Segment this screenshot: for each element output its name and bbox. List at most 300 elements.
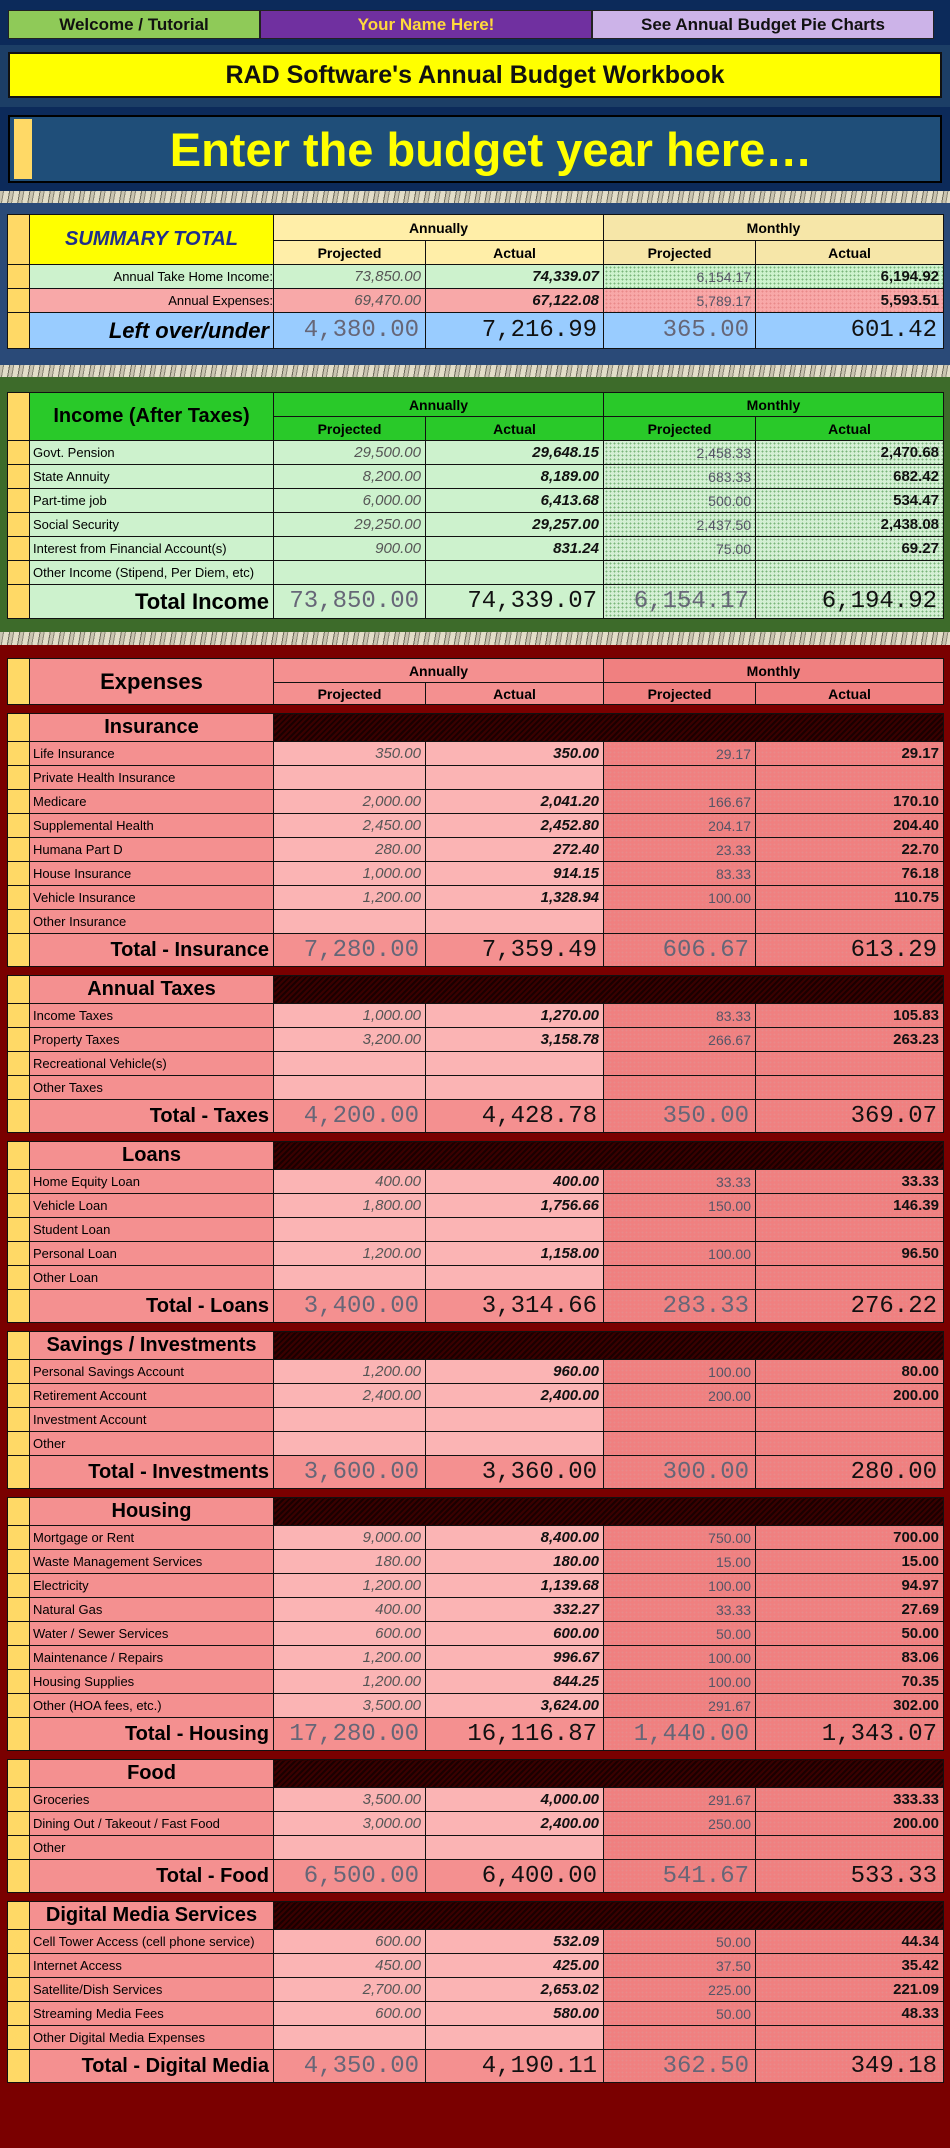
row-label: Home Equity Loan: [30, 1170, 274, 1194]
income-table: [7, 392, 944, 619]
your-name-field[interactable]: Your Name Here!: [260, 10, 592, 39]
workbook-banner: [0, 45, 950, 107]
category-total-row: [8, 1456, 944, 1489]
annual-projected-cell[interactable]: [274, 1218, 426, 1242]
total-annual-projected: 4,380.00: [274, 313, 426, 349]
row-tab: [8, 976, 30, 1004]
monthly-projected-cell: 50.00: [604, 1930, 756, 1954]
row-tab: [8, 513, 30, 537]
annual-actual-cell[interactable]: 1,139.68: [426, 1574, 604, 1598]
annual-actual-cell[interactable]: 2,400.00: [426, 1812, 604, 1836]
monthly-projected-cell: [604, 910, 756, 934]
annual-actual-cell[interactable]: 332.27: [426, 1598, 604, 1622]
annual-projected-cell[interactable]: 1,000.00: [274, 1004, 426, 1028]
total-label: Total - Loans: [30, 1290, 274, 1323]
total-annual-actual: 6,400.00: [426, 1860, 604, 1893]
row-tab: [8, 1498, 30, 1526]
row-tab: [8, 1550, 30, 1574]
annual-actual-cell[interactable]: [426, 1408, 604, 1432]
annual-actual-cell[interactable]: 2,653.02: [426, 1978, 604, 2002]
monthly-actual-cell: 302.00: [756, 1694, 944, 1718]
annual-actual-cell[interactable]: 8,189.00: [426, 465, 604, 489]
category-header-fill: [274, 1498, 944, 1526]
monthly-projected-cell: 75.00: [604, 537, 756, 561]
row-tab: [8, 1860, 30, 1893]
annual-projected-cell[interactable]: 1,200.00: [274, 1360, 426, 1384]
annual-projected-cell[interactable]: 3,000.00: [274, 1812, 426, 1836]
budget-year-prompt: Enter the budget year here…: [169, 122, 813, 176]
monthly-actual-cell: 83.06: [756, 1646, 944, 1670]
annual-actual-cell[interactable]: 1,158.00: [426, 1242, 604, 1266]
annual-projected-cell[interactable]: 600.00: [274, 1930, 426, 1954]
annual-projected-cell[interactable]: 8,200.00: [274, 465, 426, 489]
row-tab: [8, 1100, 30, 1133]
annual-projected-cell[interactable]: 69,470.00: [274, 289, 426, 313]
row-tab: [8, 1052, 30, 1076]
table-row: [8, 289, 944, 313]
row-tab: [8, 1788, 30, 1812]
total-annual-actual: 16,116.87: [426, 1718, 604, 1751]
row-label: Other: [30, 1836, 274, 1860]
total-annual-actual: 3,360.00: [426, 1456, 604, 1489]
annual-projected-cell[interactable]: 400.00: [274, 1598, 426, 1622]
annual-actual-cell[interactable]: 1,328.94: [426, 886, 604, 910]
table-row: [8, 441, 944, 465]
monthly-actual-cell: [756, 1432, 944, 1456]
total-label: Left over/under: [30, 313, 274, 349]
annual-projected-cell[interactable]: [274, 1052, 426, 1076]
annual-actual-cell[interactable]: 996.67: [426, 1646, 604, 1670]
annual-actual-cell[interactable]: [426, 1052, 604, 1076]
total-annual-actual: 4,428.78: [426, 1100, 604, 1133]
annual-projected-cell[interactable]: [274, 910, 426, 934]
monthly-projected-cell: 100.00: [604, 1360, 756, 1384]
annual-actual-cell[interactable]: 532.09: [426, 1930, 604, 1954]
annual-actual-cell[interactable]: 1,756.66: [426, 1194, 604, 1218]
row-tab: [8, 1242, 30, 1266]
table-row: [8, 1836, 944, 1860]
category-total-row: [8, 934, 944, 967]
category-total-row: [8, 1100, 944, 1133]
row-tab: [8, 1218, 30, 1242]
summary-total-row: [8, 313, 944, 349]
annual-actual-cell[interactable]: [426, 1218, 604, 1242]
annual-projected-cell[interactable]: 2,450.00: [274, 814, 426, 838]
row-tab: [8, 561, 30, 585]
category-header-fill: [274, 1332, 944, 1360]
annual-actual-cell[interactable]: [426, 1432, 604, 1456]
monthly-actual-cell: 110.75: [756, 886, 944, 910]
summary-table: [7, 214, 944, 349]
row-label: Other Digital Media Expenses: [30, 2026, 274, 2050]
row-label: Other Loan: [30, 1266, 274, 1290]
annual-actual-cell[interactable]: 580.00: [426, 2002, 604, 2026]
row-tab: [8, 489, 30, 513]
total-monthly-projected: 1,440.00: [604, 1718, 756, 1751]
row-tab: [8, 790, 30, 814]
annual-actual-cell[interactable]: [426, 1266, 604, 1290]
annual-projected-cell[interactable]: 1,200.00: [274, 1670, 426, 1694]
table-row: [8, 1408, 944, 1432]
category-header-fill: [274, 1902, 944, 1930]
annual-projected-cell[interactable]: 280.00: [274, 838, 426, 862]
monthly-actual-cell: 50.00: [756, 1622, 944, 1646]
money-divider: [0, 365, 950, 377]
category-table: [7, 1497, 944, 1751]
row-label: Humana Part D: [30, 838, 274, 862]
row-label: Supplemental Health: [30, 814, 274, 838]
total-monthly-actual: 533.33: [756, 1860, 944, 1893]
row-label: Student Loan: [30, 1218, 274, 1242]
annual-actual-cell[interactable]: 2,041.20: [426, 790, 604, 814]
annual-actual-cell[interactable]: [426, 1076, 604, 1100]
row-label: Personal Loan: [30, 1242, 274, 1266]
annual-projected-cell[interactable]: 1,800.00: [274, 1194, 426, 1218]
monthly-actual-cell: 204.40: [756, 814, 944, 838]
projected-header: Projected: [274, 417, 426, 441]
income-title: Income (After Taxes): [30, 393, 274, 441]
monthly-actual-cell: [756, 1218, 944, 1242]
total-monthly-actual: 601.42: [756, 313, 944, 349]
annual-projected-cell[interactable]: 400.00: [274, 1170, 426, 1194]
table-row: [8, 1384, 944, 1408]
category-title: Insurance: [30, 714, 274, 742]
annual-projected-cell[interactable]: 450.00: [274, 1954, 426, 1978]
row-label: Retirement Account: [30, 1384, 274, 1408]
row-tab: [8, 1670, 30, 1694]
annual-actual-cell[interactable]: 2,400.00: [426, 1384, 604, 1408]
monthly-actual-cell: 2,438.08: [756, 513, 944, 537]
annual-projected-cell[interactable]: 3,500.00: [274, 1788, 426, 1812]
money-divider: [0, 632, 950, 645]
annual-actual-cell[interactable]: 600.00: [426, 1622, 604, 1646]
table-row: [8, 1076, 944, 1100]
row-label: Annual Expenses:: [30, 289, 274, 313]
budget-year-input[interactable]: [8, 115, 942, 183]
annual-projected-cell[interactable]: 1,200.00: [274, 1574, 426, 1598]
annual-projected-cell[interactable]: 1,200.00: [274, 1242, 426, 1266]
annual-projected-cell[interactable]: 29,500.00: [274, 441, 426, 465]
total-monthly-actual: 276.22: [756, 1290, 944, 1323]
row-tab: [8, 1142, 30, 1170]
monthly-actual-cell: [756, 910, 944, 934]
total-annual-actual: 3,314.66: [426, 1290, 604, 1323]
total-label: Total - Digital Media: [30, 2050, 274, 2083]
monthly-actual-cell: 200.00: [756, 1384, 944, 1408]
top-navigation: [0, 0, 950, 45]
monthly-actual-cell: 170.10: [756, 790, 944, 814]
monthly-projected-cell: 204.17: [604, 814, 756, 838]
annual-actual-cell[interactable]: 2,452.80: [426, 814, 604, 838]
monthly-projected-cell: 683.33: [604, 465, 756, 489]
category-table: [7, 713, 944, 967]
row-tab: [8, 313, 30, 349]
table-row: [8, 1170, 944, 1194]
row-tab: [8, 1432, 30, 1456]
total-annual-actual: 4,190.11: [426, 2050, 604, 2083]
annual-projected-cell[interactable]: 2,400.00: [274, 1384, 426, 1408]
total-annual-actual: 74,339.07: [426, 585, 604, 619]
money-divider: [0, 191, 950, 203]
monthly-actual-cell: 96.50: [756, 1242, 944, 1266]
annual-actual-cell[interactable]: 3,624.00: [426, 1694, 604, 1718]
monthly-projected-cell: 50.00: [604, 2002, 756, 2026]
monthly-actual-cell: 682.42: [756, 465, 944, 489]
monthly-actual-cell: 35.42: [756, 1954, 944, 1978]
table-row: [8, 1360, 944, 1384]
annual-actual-cell[interactable]: 4,000.00: [426, 1788, 604, 1812]
category-header-fill: [274, 714, 944, 742]
monthly-actual-cell: 15.00: [756, 1550, 944, 1574]
monthly-projected-cell: 100.00: [604, 886, 756, 910]
total-monthly-projected: 300.00: [604, 1456, 756, 1489]
monthly-projected-cell: [604, 1266, 756, 1290]
annual-actual-cell[interactable]: 1,270.00: [426, 1004, 604, 1028]
total-monthly-projected: 283.33: [604, 1290, 756, 1323]
expenses-header-table: [7, 658, 944, 705]
annually-header: Annually: [274, 215, 604, 241]
row-tab: [8, 1574, 30, 1598]
row-label: Electricity: [30, 1574, 274, 1598]
row-tab: [8, 289, 30, 313]
total-label: Total - Insurance: [30, 934, 274, 967]
category-total-row: [8, 2050, 944, 2083]
annual-projected-cell[interactable]: [274, 1408, 426, 1432]
annual-actual-cell[interactable]: [426, 910, 604, 934]
total-monthly-actual: 349.18: [756, 2050, 944, 2083]
total-annual-projected: 73,850.00: [274, 585, 426, 619]
row-tab: [8, 393, 30, 441]
row-tab: [14, 119, 32, 179]
table-row: [8, 2026, 944, 2050]
category-title: Food: [30, 1760, 274, 1788]
total-monthly-actual: 369.07: [756, 1100, 944, 1133]
monthly-actual-cell: 33.33: [756, 1170, 944, 1194]
row-label: Personal Savings Account: [30, 1360, 274, 1384]
annual-projected-cell[interactable]: 73,850.00: [274, 265, 426, 289]
total-label: Total - Investments: [30, 1456, 274, 1489]
category-total-row: [8, 1290, 944, 1323]
monthly-actual-cell: 48.33: [756, 2002, 944, 2026]
annual-projected-cell[interactable]: 350.00: [274, 742, 426, 766]
row-tab: [8, 1718, 30, 1751]
monthly-actual-cell: 69.27: [756, 537, 944, 561]
annual-actual-cell[interactable]: 831.24: [426, 537, 604, 561]
annual-projected-cell[interactable]: 180.00: [274, 1550, 426, 1574]
annual-projected-cell[interactable]: 600.00: [274, 2002, 426, 2026]
monthly-actual-cell: [756, 1052, 944, 1076]
annual-projected-cell[interactable]: [274, 561, 426, 585]
total-label: Total - Housing: [30, 1718, 274, 1751]
table-row: [8, 489, 944, 513]
annual-actual-cell[interactable]: [426, 766, 604, 790]
row-label: Waste Management Services: [30, 1550, 274, 1574]
row-tab: [8, 766, 30, 790]
table-row: [8, 1812, 944, 1836]
row-tab: [8, 1646, 30, 1670]
table-row: [8, 1646, 944, 1670]
row-label: House Insurance: [30, 862, 274, 886]
annual-projected-cell[interactable]: 600.00: [274, 1622, 426, 1646]
projected-header: Projected: [604, 417, 756, 441]
monthly-projected-cell: 166.67: [604, 790, 756, 814]
row-tab: [8, 1836, 30, 1860]
table-row: [8, 465, 944, 489]
annual-projected-cell[interactable]: 3,200.00: [274, 1028, 426, 1052]
actual-header: Actual: [756, 417, 944, 441]
monthly-actual-cell: 76.18: [756, 862, 944, 886]
annual-projected-cell[interactable]: 1,000.00: [274, 862, 426, 886]
row-tab: [8, 1332, 30, 1360]
monthly-projected-cell: [604, 766, 756, 790]
annual-actual-cell[interactable]: 6,413.68: [426, 489, 604, 513]
monthly-projected-cell: 100.00: [604, 1574, 756, 1598]
monthly-projected-cell: 100.00: [604, 1670, 756, 1694]
row-tab: [8, 1028, 30, 1052]
monthly-projected-cell: 2,437.50: [604, 513, 756, 537]
row-label: Vehicle Insurance: [30, 886, 274, 910]
monthly-actual-cell: 27.69: [756, 1598, 944, 1622]
total-monthly-projected: 606.67: [604, 934, 756, 967]
annual-projected-cell[interactable]: 2,700.00: [274, 1978, 426, 2002]
annual-actual-cell[interactable]: 29,257.00: [426, 513, 604, 537]
row-label: Other Taxes: [30, 1076, 274, 1100]
annual-projected-cell[interactable]: 3,500.00: [274, 1694, 426, 1718]
row-label: Dining Out / Takeout / Fast Food: [30, 1812, 274, 1836]
row-tab: [8, 1622, 30, 1646]
monthly-projected-cell: [604, 1836, 756, 1860]
annual-projected-cell[interactable]: [274, 1432, 426, 1456]
actual-header: Actual: [756, 241, 944, 265]
annual-actual-cell[interactable]: 960.00: [426, 1360, 604, 1384]
row-tab: [8, 886, 30, 910]
table-row: [8, 1622, 944, 1646]
total-label: Total - Taxes: [30, 1100, 274, 1133]
table-row: [8, 1930, 944, 1954]
monthly-projected-cell: 37.50: [604, 1954, 756, 1978]
row-label: Satellite/Dish Services: [30, 1978, 274, 2002]
table-row: [8, 1788, 944, 1812]
annual-actual-cell[interactable]: [426, 561, 604, 585]
annual-actual-cell[interactable]: [426, 2026, 604, 2050]
projected-header: Projected: [274, 241, 426, 265]
total-income-row: [8, 585, 944, 619]
annual-actual-cell[interactable]: 400.00: [426, 1170, 604, 1194]
row-tab: [8, 585, 30, 619]
row-label: Investment Account: [30, 1408, 274, 1432]
monthly-actual-cell: 200.00: [756, 1812, 944, 1836]
annual-actual-cell[interactable]: 8,400.00: [426, 1526, 604, 1550]
monthly-actual-cell: [756, 1408, 944, 1432]
annual-actual-cell[interactable]: 3,158.78: [426, 1028, 604, 1052]
table-row: [8, 537, 944, 561]
row-label: Housing Supplies: [30, 1670, 274, 1694]
row-label: Other Income (Stipend, Per Diem, etc): [30, 561, 274, 585]
monthly-actual-cell: 70.35: [756, 1670, 944, 1694]
expenses-title: Expenses: [30, 659, 274, 705]
row-label: Property Taxes: [30, 1028, 274, 1052]
row-tab: [8, 1930, 30, 1954]
row-tab: [8, 465, 30, 489]
monthly-projected-cell: [604, 1218, 756, 1242]
annual-projected-cell[interactable]: 1,200.00: [274, 1646, 426, 1670]
annual-actual-cell[interactable]: 67,122.08: [426, 289, 604, 313]
annual-projected-cell[interactable]: [274, 766, 426, 790]
monthly-actual-cell: 80.00: [756, 1360, 944, 1384]
annual-projected-cell[interactable]: 2,000.00: [274, 790, 426, 814]
category-table: [7, 1901, 944, 2083]
monthly-actual-cell: 333.33: [756, 1788, 944, 1812]
monthly-projected-cell: 291.67: [604, 1694, 756, 1718]
annual-actual-cell[interactable]: 272.40: [426, 838, 604, 862]
annual-projected-cell[interactable]: [274, 2026, 426, 2050]
row-label: Vehicle Loan: [30, 1194, 274, 1218]
annual-projected-cell[interactable]: [274, 1836, 426, 1860]
total-monthly-actual: 1,343.07: [756, 1718, 944, 1751]
annual-projected-cell[interactable]: 29,250.00: [274, 513, 426, 537]
annual-projected-cell[interactable]: 9,000.00: [274, 1526, 426, 1550]
total-label: Total Income: [30, 585, 274, 619]
monthly-header: Monthly: [604, 659, 944, 683]
monthly-projected-cell: [604, 1408, 756, 1432]
annual-actual-cell[interactable]: 914.15: [426, 862, 604, 886]
monthly-projected-cell: 33.33: [604, 1170, 756, 1194]
total-monthly-projected: 350.00: [604, 1100, 756, 1133]
annual-projected-cell[interactable]: [274, 1266, 426, 1290]
annual-projected-cell[interactable]: 900.00: [274, 537, 426, 561]
budget-year-bar: [0, 107, 950, 191]
annual-projected-cell[interactable]: [274, 1076, 426, 1100]
actual-header: Actual: [426, 683, 604, 705]
monthly-projected-cell: 100.00: [604, 1646, 756, 1670]
annual-actual-cell[interactable]: 180.00: [426, 1550, 604, 1574]
table-row: [8, 1694, 944, 1718]
table-row: [8, 1218, 944, 1242]
table-row: [8, 1978, 944, 2002]
total-annual-actual: 7,359.49: [426, 934, 604, 967]
pie-charts-button[interactable]: See Annual Budget Pie Charts: [592, 10, 934, 39]
row-tab: [8, 2002, 30, 2026]
monthly-actual-cell: 94.97: [756, 1574, 944, 1598]
annual-actual-cell[interactable]: 425.00: [426, 1954, 604, 1978]
monthly-projected-cell: 83.33: [604, 862, 756, 886]
row-label: Life Insurance: [30, 742, 274, 766]
table-row: [8, 862, 944, 886]
monthly-actual-cell: 221.09: [756, 1978, 944, 2002]
monthly-actual-cell: [756, 1076, 944, 1100]
monthly-actual-cell: 5,593.51: [756, 289, 944, 313]
monthly-actual-cell: 146.39: [756, 1194, 944, 1218]
monthly-projected-cell: 225.00: [604, 1978, 756, 2002]
annual-actual-cell[interactable]: 350.00: [426, 742, 604, 766]
monthly-actual-cell: 6,194.92: [756, 265, 944, 289]
row-tab: [8, 814, 30, 838]
row-label: Natural Gas: [30, 1598, 274, 1622]
annual-actual-cell[interactable]: 844.25: [426, 1670, 604, 1694]
annual-projected-cell[interactable]: 6,000.00: [274, 489, 426, 513]
annual-actual-cell[interactable]: [426, 1836, 604, 1860]
annual-projected-cell[interactable]: 1,200.00: [274, 886, 426, 910]
table-row: [8, 1550, 944, 1574]
row-tab: [8, 2026, 30, 2050]
monthly-projected-cell: 6,154.17: [604, 265, 756, 289]
row-label: Other (HOA fees, etc.): [30, 1694, 274, 1718]
annual-actual-cell[interactable]: 74,339.07: [426, 265, 604, 289]
welcome-tutorial-button[interactable]: Welcome / Tutorial: [8, 10, 260, 39]
annual-actual-cell[interactable]: 29,648.15: [426, 441, 604, 465]
monthly-projected-cell: 750.00: [604, 1526, 756, 1550]
row-label: Recreational Vehicle(s): [30, 1052, 274, 1076]
